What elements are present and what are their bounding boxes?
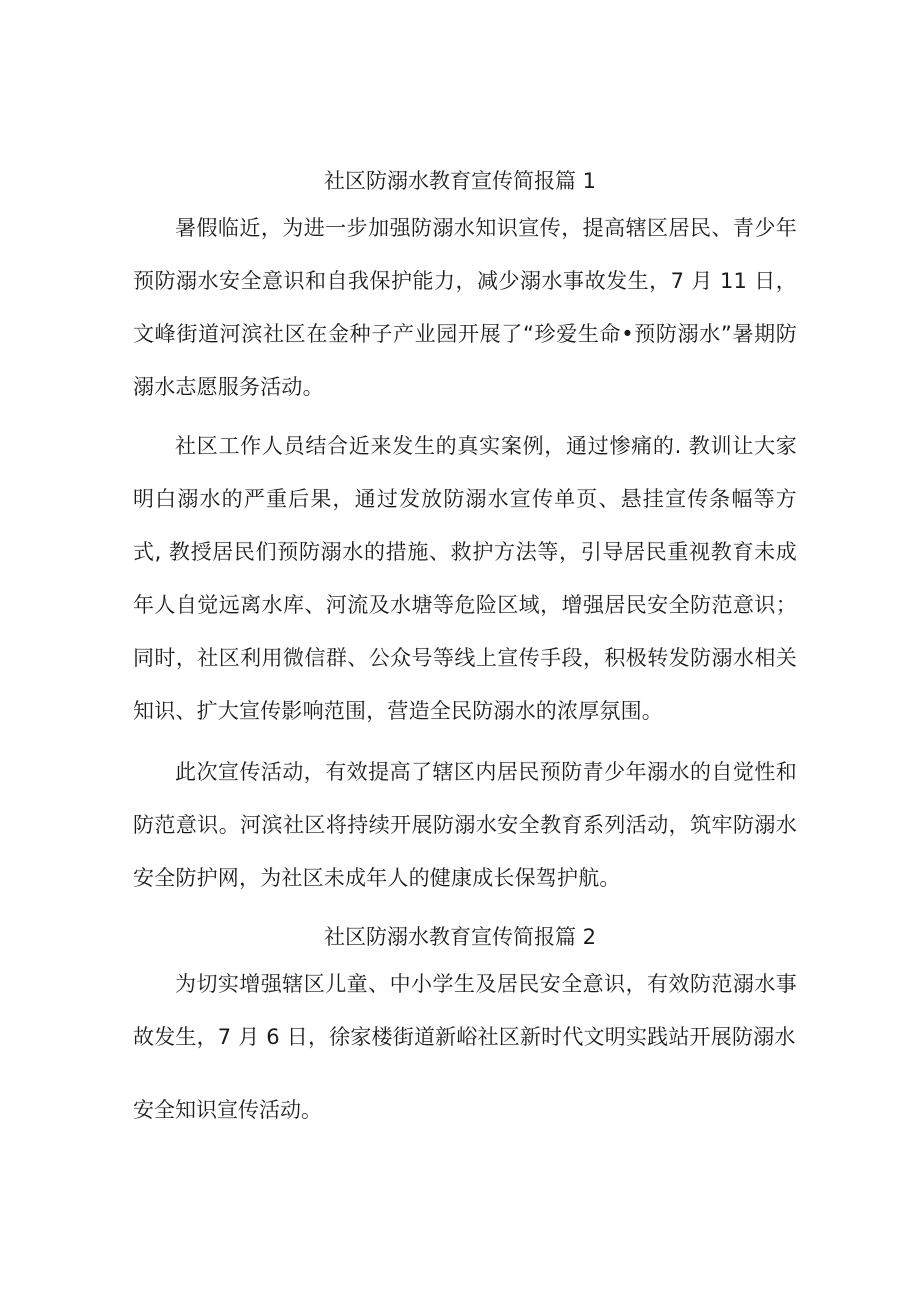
section-2-paragraph-1: 为切实增强辖区儿童、中小学生及居民安全意识，有效防范溺水事故发生，7 月 6 日，徐家楼街道新峪社区新时代文明实践站开展防溺水 (133, 972, 797, 1049)
section-1-paragraph-3: 此次宣传活动，有效提高了辖区内居民预防青少年溺水的自觉性和防范意识。河滨社区将持续开展防溺水安全教育系列活动，筑牢防溺水安全防护网，为社区未成年人的健康成长保驾护航。 (133, 760, 797, 890)
section-1-title: 社区防溺水教育宣传简报篇 1 (323, 169, 597, 193)
section-1-paragraph-1: 暑假临近，为进一步加强防溺水知识宣传，提高辖区居民、青少年预防溺水安全意识和自我保护能力，减少溺水事故发生，7 月 11 日，文峰街道河滨社区在金种子产业园开展了“珍爱生命•预防溺水”暑期防溺水志愿服务活动。 (133, 216, 797, 399)
section-2-paragraph-tail: 安全知识宣传活动。 (133, 1098, 322, 1122)
section-1-paragraph-2: 社区工作人员结合近来发生的真实案例，通过惨痛的. 教训让大家明白溺水的严重后果，通过发放防溺水宣传单页、悬挂宣传条幅等方式, 教授居民们预防溺水的措施、救护方法等，引导居民重视教育未成年人自觉远离水库、河流及水塘等危险区域，增强居民安全防范意识；同时，社区利用微信群、公众号等线上宣传手段，积极转发防溺水相关知识、扩大宣传影响范围，营造全民防溺水的浓厚氛围。 (133, 434, 797, 723)
section-2-title: 社区防溺水教育宣传简报篇 2 (323, 925, 597, 949)
